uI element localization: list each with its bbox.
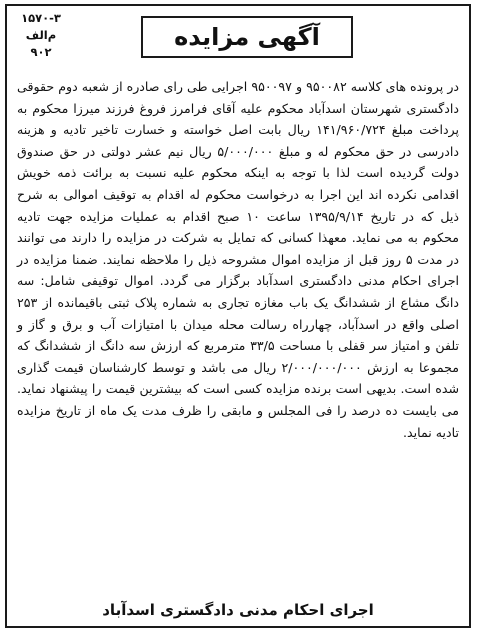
issuing-authority: اجرای احکام مدنی دادگستری اسدآباد: [102, 601, 374, 619]
title-box: [141, 16, 353, 58]
notice-title: آگهی مزایده: [174, 23, 320, 51]
notice-body: در پرونده های کلاسه ۹۵۰۰۸۲ و ۹۵۰۰۹۷ اجرایی طی رای صادره از شعبه دوم حقوقی دادگستری شهرستان اسدآباد محکوم علیه آقای فرامرز فروغ فرزند میرزا محکوم به پرداخت مبلغ ۱۴۱/۹۶۰/۷۲۴ ریال بابت اصل خواسته و خسارت تاخیر تادیه و هزینه دادرسی در حق محکوم له و مبلغ ۵/۰۰۰/۰۰۰ ریال نیم عشر دولتی در حق صندوق دولت گردیده است لذا با توجه به اینکه محکوم علیه نسبت به برائت ذمه خویش اقدامی نکرده اند این اجرا به درخواست محکوم له اقدام به توقیف اموالی به شرح ذیل که در تاریخ ۱۳۹۵/۹/۱۴ ساعت ۱۰ صبح اقدام به عملیات مزایده جهت تادیه محکوم به می نماید. معهذا کسانی که تمایل به شرکت در مزایده را دارند می توانند در مدت ۵ روز قبل از مزایده اموال مشروحه ذیل را ملاحظه نمایند. ضمنا مزایده در اجرای احکام مدنی دادگستری اسدآباد برگزار می گردد. اموال توقیفی شامل: سه دانگ مشاع از ششدانگ یک باب مغازه تجاری به شماره پلاک ثبتی باقیمانده از ۲۵۳ اصلی واقع در اسدآباد، چهارراه رسالت محله میدان با امتیازات آب و برق و گاز و تلفن و امتیاز سر قفلی با مساحت ۳۳/۵ مترمربع که ارزش سه دانگ از ششدانگ که مجموعا به ارزش ۲/۰۰۰/۰۰۰/۰۰۰ ریال می باشد و توسط کارشناسان قیمت گذاری شده است. بدیهی است برنده مزایده کسی است که بیشترین قیمت را پیشنهاد نماید. می بایست ده درصد را فی المجلس و مابقی را ظرف مدت یک ماه از تاریخ مزایده تادیه نماید.: [17, 79, 460, 440]
auction-notice: [5, 4, 471, 628]
reference-line: ۱۵۷۰-۳: [21, 11, 61, 25]
notice-header: [7, 6, 469, 68]
reference-number: [15, 10, 67, 61]
reference-line: م‌الف: [25, 28, 57, 42]
reference-line: ۹۰۲: [30, 45, 52, 59]
